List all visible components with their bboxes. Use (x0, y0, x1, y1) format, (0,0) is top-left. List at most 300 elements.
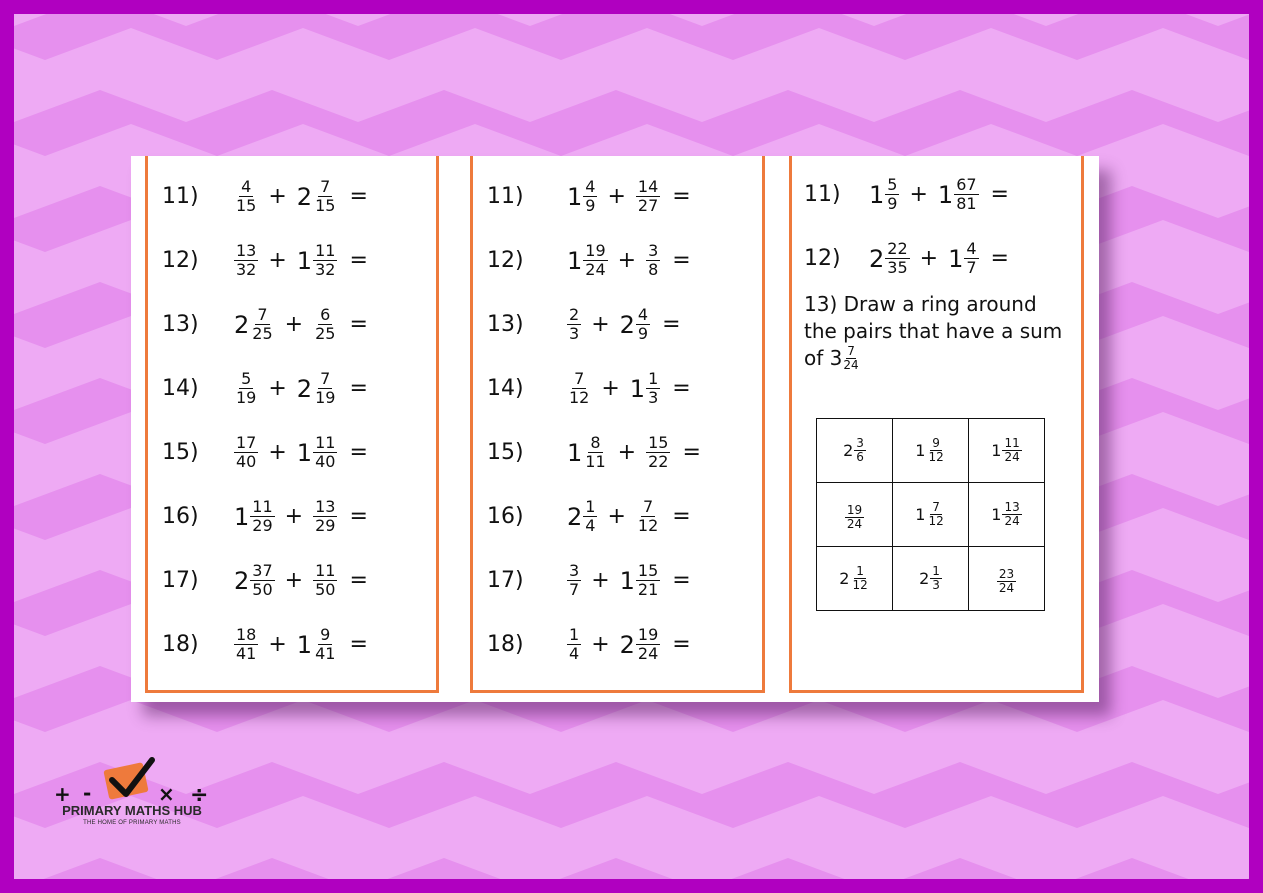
question-number: 14) (487, 376, 524, 401)
whole-number: 2 (234, 566, 250, 595)
question-row (487, 434, 701, 471)
question-number: 15) (162, 440, 199, 465)
mixed-number (869, 176, 899, 213)
denominator: 24 (637, 644, 659, 663)
numerator: 11 (315, 241, 336, 260)
numerator: 15 (637, 561, 659, 580)
whole-number: 2 (296, 374, 313, 403)
grid-cell[interactable] (893, 547, 969, 611)
question-row (487, 626, 691, 663)
denominator: 19 (236, 388, 257, 407)
denominator: 9 (637, 324, 649, 343)
denominator: 12 (852, 578, 868, 592)
fraction (926, 437, 945, 464)
fraction (885, 240, 909, 277)
mixed-number (567, 242, 608, 279)
numerator: 5 (887, 175, 898, 194)
numerator: 67 (956, 175, 977, 194)
mixed-number (567, 178, 597, 215)
grid-cell[interactable] (969, 483, 1045, 547)
grid-cell[interactable] (893, 419, 969, 483)
logo-title: PRIMARY MATHS HUB (62, 803, 202, 818)
target-numerator: 7 (847, 344, 855, 358)
question-row (162, 242, 368, 279)
numerator: 11 (1004, 436, 1020, 450)
question-row (162, 434, 368, 471)
ring-task-instruction: 13) Draw a ring around the pairs that have a sum of (804, 292, 1063, 370)
whole-number: 1 (296, 246, 313, 275)
fraction (926, 501, 945, 528)
fraction (930, 565, 942, 592)
question-number: 16) (487, 504, 524, 529)
denominator: 6 (856, 450, 864, 464)
numerator: 13 (1004, 500, 1020, 514)
denominator: 9 (585, 196, 596, 215)
numerator: 11 (252, 497, 273, 516)
question-row (487, 242, 691, 279)
grid-cell[interactable] (817, 547, 893, 611)
grid-cell[interactable] (969, 547, 1045, 611)
mixed-number (297, 370, 338, 407)
fraction (954, 176, 978, 213)
equals-sign: = (662, 312, 681, 337)
numerator: 7 (320, 177, 331, 196)
fraction (646, 434, 670, 471)
plus-operator: + (591, 312, 610, 337)
grid-cell[interactable] (817, 419, 893, 483)
mixed-number (991, 437, 1021, 464)
numerator: 14 (637, 177, 659, 196)
denominator: 29 (315, 516, 336, 535)
numerator: 23 (998, 566, 1015, 581)
equals-sign: = (672, 504, 691, 529)
fraction (250, 498, 274, 535)
mixed-number (991, 501, 1021, 528)
fraction (583, 498, 597, 535)
question-row (487, 178, 691, 215)
question-row (487, 370, 691, 407)
numerator: 7 (320, 369, 331, 388)
denominator: 12 (637, 516, 659, 535)
fraction (313, 626, 337, 663)
denominator: 41 (236, 644, 257, 663)
equals-sign: = (349, 440, 368, 465)
fraction (636, 562, 660, 599)
fraction (646, 370, 660, 407)
denominator: 29 (252, 516, 273, 535)
fraction (313, 178, 337, 215)
denominator: 25 (315, 324, 336, 343)
mixed-number (636, 498, 660, 535)
mixed-number (919, 565, 942, 592)
denominator: 3 (648, 388, 659, 407)
fraction (636, 498, 660, 535)
numerator: 3 (648, 241, 659, 260)
mixed-number (567, 498, 597, 535)
mixed-number (234, 178, 258, 215)
mixed-number (313, 498, 337, 535)
mixed-number (938, 176, 979, 213)
plus-operator: + (617, 440, 637, 465)
denominator: 27 (637, 196, 659, 215)
whole-number: 2 (296, 182, 313, 211)
whole-number: 1 (567, 182, 583, 211)
numerator: 18 (236, 625, 257, 644)
question-row (487, 498, 691, 535)
grid-row (817, 483, 1045, 547)
whole-number: 1 (869, 180, 885, 209)
numerator: 4 (241, 177, 252, 196)
question-number: 11) (162, 184, 199, 209)
denominator: 22 (648, 452, 669, 471)
denominator: 7 (569, 580, 580, 599)
fraction (234, 242, 258, 279)
equals-sign: = (672, 568, 691, 593)
question-panel-3 (789, 156, 1084, 693)
numerator: 9 (320, 625, 331, 644)
mixed-number (234, 626, 258, 663)
plus-operator: + (601, 376, 620, 401)
plus-operator: + (268, 184, 287, 209)
mixed-number (997, 568, 1016, 595)
denominator: 35 (887, 258, 908, 277)
whole-number: 1 (567, 438, 583, 467)
plus-icon: + (54, 782, 71, 806)
numerator: 19 (846, 502, 863, 517)
logo-subtitle: THE HOME OF PRIMARY MATHS (83, 820, 181, 826)
numerator: 19 (637, 625, 659, 644)
plus-operator: + (268, 440, 287, 465)
question-row (162, 178, 368, 215)
fraction (250, 306, 274, 343)
mixed-number (869, 240, 910, 277)
ring-grid (816, 418, 1045, 611)
times-icon: × (158, 782, 175, 806)
whole-number: 2 (869, 244, 885, 273)
fraction (234, 434, 258, 471)
fraction (636, 626, 660, 663)
plus-operator: + (617, 248, 637, 273)
denominator: 81 (956, 194, 977, 213)
denominator: 3 (932, 578, 940, 592)
question-number: 18) (487, 632, 524, 657)
numerator: 7 (574, 369, 585, 388)
whole-number: 2 (234, 310, 250, 339)
denominator: 7 (966, 258, 977, 277)
mixed-number (297, 242, 338, 279)
whole-number: 2 (843, 441, 854, 460)
equals-sign: = (672, 248, 691, 273)
whole-number: 1 (915, 441, 926, 460)
plus-operator: + (607, 504, 626, 529)
denominator: 19 (315, 388, 336, 407)
mixed-number (297, 626, 338, 663)
whole-number: 2 (619, 310, 635, 339)
numerator: 7 (932, 500, 940, 514)
whole-number: 1 (991, 441, 1002, 460)
question-row (487, 562, 691, 599)
question-row (162, 626, 368, 663)
whole-number: 1 (619, 566, 635, 595)
whole-number: 1 (915, 505, 926, 524)
whole-number: 2 (839, 569, 850, 588)
numerator: 19 (585, 241, 606, 260)
target-sum (830, 345, 859, 372)
denominator: 15 (236, 196, 257, 215)
plus-operator: + (591, 632, 610, 657)
mixed-number (234, 434, 258, 471)
fraction (583, 178, 597, 215)
mixed-number (636, 178, 660, 215)
numerator: 1 (585, 497, 596, 516)
whole-number: 1 (234, 502, 250, 531)
fraction (583, 242, 607, 279)
equals-sign: = (672, 184, 691, 209)
question-number: 12) (804, 246, 841, 271)
mixed-number (630, 370, 660, 407)
logo-icons (54, 760, 208, 808)
whole-number: 1 (948, 244, 964, 273)
target-whole: 3 (829, 346, 843, 370)
fraction (1002, 501, 1021, 528)
whole-number: 1 (937, 180, 954, 209)
question-number: 12) (162, 248, 199, 273)
equals-sign: = (349, 248, 368, 273)
mixed-number (620, 562, 661, 599)
fraction (250, 562, 274, 599)
whole-number: 2 (919, 569, 930, 588)
equals-sign: = (990, 246, 1009, 271)
numerator: 37 (252, 561, 273, 580)
equals-sign: = (349, 504, 368, 529)
plus-operator: + (268, 248, 287, 273)
fraction (234, 370, 258, 407)
denominator: 24 (1004, 450, 1020, 464)
zigzag-band (14, 14, 1249, 60)
denominator: 32 (236, 260, 257, 279)
mixed-number (646, 434, 670, 471)
grid-row (817, 419, 1045, 483)
fraction (567, 370, 591, 407)
mixed-number (234, 370, 258, 407)
fraction (646, 242, 660, 279)
numerator: 3 (856, 436, 864, 450)
grid-cell[interactable] (893, 483, 969, 547)
numerator: 1 (569, 625, 580, 644)
question-number: 13) (162, 312, 199, 337)
mixed-number (234, 306, 275, 343)
denominator: 4 (585, 516, 596, 535)
question-row (162, 306, 368, 343)
fraction (885, 176, 899, 213)
plus-operator: + (909, 182, 928, 207)
question-number: 17) (162, 568, 199, 593)
denominator: 8 (648, 260, 659, 279)
equals-sign: = (349, 568, 368, 593)
mixed-number (843, 437, 866, 464)
plus-operator: + (607, 184, 626, 209)
mixed-number (234, 562, 275, 599)
numerator: 15 (648, 433, 669, 452)
mixed-number (567, 434, 608, 471)
denominator: 12 (928, 450, 944, 464)
numerator: 13 (315, 497, 336, 516)
question-panel-1 (145, 156, 439, 693)
plus-operator: + (284, 504, 304, 529)
mixed-number (567, 626, 581, 663)
numerator: 17 (236, 433, 257, 452)
denominator: 40 (236, 452, 257, 471)
denominator: 15 (315, 196, 336, 215)
numerator: 8 (590, 433, 601, 452)
worksheet-card (131, 156, 1099, 702)
divide-icon: ÷ (190, 783, 209, 808)
mixed-number (313, 306, 337, 343)
grid-row (817, 547, 1045, 611)
fraction (313, 434, 337, 471)
equals-sign: = (672, 632, 691, 657)
minus-icon: - (83, 781, 92, 805)
fraction (234, 178, 258, 215)
equals-sign: = (349, 184, 368, 209)
question-row (804, 176, 1009, 213)
question-row (804, 240, 1009, 277)
fraction (313, 306, 337, 343)
equals-sign: = (349, 376, 368, 401)
denominator: 9 (887, 194, 898, 213)
grid-cell[interactable] (969, 419, 1045, 483)
mixed-number (567, 370, 591, 407)
denominator: 21 (637, 580, 659, 599)
whole-number: 1 (567, 246, 583, 275)
equals-sign: = (990, 182, 1009, 207)
denominator: 40 (315, 452, 336, 471)
denominator: 12 (569, 388, 590, 407)
denominator: 50 (315, 580, 336, 599)
numerator: 11 (315, 561, 336, 580)
fraction (567, 626, 581, 663)
fraction (313, 498, 337, 535)
mixed-number (620, 306, 650, 343)
numerator: 4 (966, 239, 977, 258)
numerator: 22 (887, 239, 908, 258)
denominator: 24 (585, 260, 606, 279)
question-number: 16) (162, 504, 199, 529)
mixed-number (297, 178, 338, 215)
question-panel-2 (470, 156, 765, 693)
target-fraction (843, 345, 858, 372)
grid-cell[interactable] (817, 483, 893, 547)
numerator: 7 (642, 497, 654, 516)
numerator: 3 (569, 561, 580, 580)
fraction (636, 306, 650, 343)
question-number: 13) (487, 312, 524, 337)
numerator: 6 (320, 305, 331, 324)
question-number: 11) (487, 184, 524, 209)
question-number: 17) (487, 568, 524, 593)
numerator: 5 (241, 369, 252, 388)
mixed-number (915, 501, 945, 528)
numerator: 4 (585, 177, 596, 196)
ring-task-text (804, 291, 1074, 372)
target-denominator: 24 (843, 358, 859, 372)
mixed-number (620, 626, 661, 663)
whole-number: 1 (991, 505, 1002, 524)
plus-operator: + (591, 568, 610, 593)
fraction (313, 242, 337, 279)
numerator: 11 (315, 433, 336, 452)
plus-operator: + (268, 376, 287, 401)
equals-sign: = (682, 440, 701, 465)
numerator: 9 (932, 436, 940, 450)
denominator: 4 (569, 644, 580, 663)
denominator: 50 (252, 580, 273, 599)
fraction (567, 306, 581, 343)
fraction (567, 562, 581, 599)
question-row (162, 370, 368, 407)
mixed-number (297, 434, 338, 471)
mixed-number (234, 242, 258, 279)
numerator: 13 (236, 241, 257, 260)
numerator: 7 (257, 305, 268, 324)
denominator: 3 (569, 324, 580, 343)
fraction (313, 370, 337, 407)
fraction (583, 434, 607, 471)
mixed-number (915, 437, 945, 464)
fraction (313, 562, 337, 599)
denominator: 41 (315, 644, 336, 663)
whole-number: 1 (629, 374, 646, 403)
denominator: 24 (846, 516, 863, 531)
zigzag-band (14, 858, 1249, 879)
fraction (997, 568, 1016, 595)
question-row (162, 562, 368, 599)
plus-operator: + (919, 246, 939, 271)
numerator: 1 (856, 564, 864, 578)
denominator: 11 (585, 452, 606, 471)
fraction (1002, 437, 1021, 464)
zigzag-band (14, 90, 1249, 156)
fraction (850, 565, 869, 592)
denominator: 24 (1004, 514, 1020, 528)
whole-number: 1 (296, 438, 313, 467)
mixed-number (845, 504, 864, 531)
numerator: 1 (932, 564, 940, 578)
mixed-number (839, 565, 869, 592)
denominator: 24 (998, 580, 1015, 595)
denominator: 25 (252, 324, 273, 343)
question-row (487, 306, 681, 343)
question-row (162, 498, 368, 535)
mixed-number (948, 240, 978, 277)
whole-number: 1 (296, 630, 313, 659)
question-number: 11) (804, 182, 841, 207)
question-number: 18) (162, 632, 199, 657)
numerator: 4 (637, 305, 649, 324)
mixed-number (313, 562, 337, 599)
mixed-number (646, 242, 660, 279)
fraction (854, 437, 866, 464)
question-number: 12) (487, 248, 524, 273)
fraction (234, 626, 258, 663)
plus-operator: + (284, 568, 304, 593)
mixed-number (234, 498, 275, 535)
fraction (636, 178, 660, 215)
numerator: 2 (569, 305, 580, 324)
question-number: 15) (487, 440, 524, 465)
equals-sign: = (349, 632, 368, 657)
denominator: 32 (315, 260, 336, 279)
